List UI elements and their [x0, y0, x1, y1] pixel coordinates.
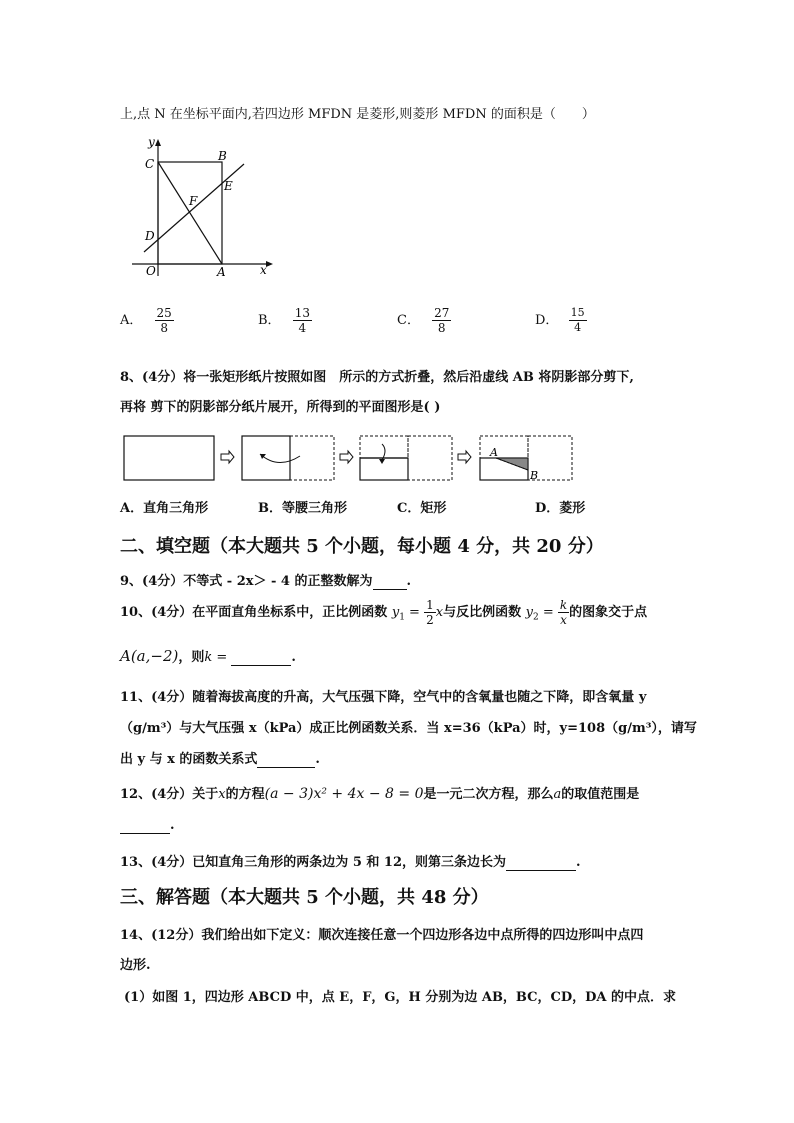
q8-option-b: B．等腰三角形 [258, 501, 347, 516]
q14-sub1: (1）如图 1，四边形 ABCD 中，点 E，F，G，H 分别为边 AB，BC，CD，DA 的中点．求 [124, 990, 677, 1005]
q8-folding-figure [120, 430, 580, 485]
q7-option-d: D． $\frac{15}{4}$ [535, 306, 585, 334]
q10-line2: A(a,−2)，则k = . [120, 647, 296, 665]
q10-line1: 10、(4分）在平面直角坐标系中，正比例函数 $y_1$ = $\frac{1}{2}$ x与反比例函数 $y_2$ = $\frac{k}{x}$ 的图象交于点 [120, 598, 648, 627]
q11-line3: 出 y 与 x 的函数关系式 . [120, 752, 320, 767]
label-x: x [260, 263, 267, 277]
label-A: A [490, 446, 498, 459]
q8-option-d: D．菱形 [535, 501, 586, 516]
q7-coordinate-figure [128, 134, 278, 279]
q11-line1: 11、(4分）随着海拔高度的升高，大气压强下降，空气中的含氧量也随之下降，即含氧量 y [120, 690, 647, 705]
q14-line2: 边形. [120, 958, 151, 973]
q7-option-a: A． $\frac{25}{8}$ [120, 306, 172, 335]
q12-line2: . [120, 818, 175, 834]
label-A: A [217, 265, 226, 279]
q14-line1: 14、(12分）我们给出如下定义：顺次连接任意一个四边形各边中点所得的四边形叫中点四 [120, 928, 644, 943]
label-O: O [146, 264, 156, 278]
label-E: E [224, 179, 233, 193]
section2-title: 二、填空题（本大题共 5 个小题，每小题 4 分，共 20 分） [120, 536, 604, 557]
q7-option-c: C． $\frac{27}{8}$ [397, 306, 450, 335]
q11-line2: （g/m³）与大气压强 x（kPa）成正比例函数关系．当 x=36（kPa）时，y=108（g/m³），请写 [120, 721, 697, 736]
q13: 13、(4分）已知直角三角形的两条边为 5 和 12，则第三条边长为 . [120, 855, 581, 870]
q8-option-a: A．直角三角形 [120, 501, 209, 516]
q9: 9、(4分）不等式 - 2x＞ - 4 的正整数解为 . [120, 574, 412, 589]
label-y: y [148, 135, 155, 149]
label-B: B [530, 469, 539, 482]
q8-line1: 8、(4分）将一张矩形纸片按照如图 所示的方式折叠，然后沿虚线 AB 将阴影部分剪下, [120, 370, 634, 385]
q12-line1: 12、(4分）关于x的方程(a − 3)x² + 4x − 8 = 0是一元二次方程，那么a的取值范围是 [120, 786, 640, 802]
q8-line2: 再将 剪下的阴影部分纸片展开，所得到的平面图形是( ) [120, 400, 441, 415]
q7-option-b: B． $\frac{13}{4}$ [258, 306, 310, 335]
label-D: D [145, 229, 155, 243]
q8-option-c: C．矩形 [397, 501, 447, 516]
label-C: C [145, 157, 155, 171]
section3-title: 三、解答题（本大题共 5 个小题，共 48 分） [120, 887, 489, 908]
label-B: B [218, 149, 227, 163]
label-F: F [189, 194, 198, 208]
q7-stem: 上,点 N 在坐标平面内,若四边形 MFDN 是菱形,则菱形 MFDN 的面积是（ ） [120, 107, 595, 122]
